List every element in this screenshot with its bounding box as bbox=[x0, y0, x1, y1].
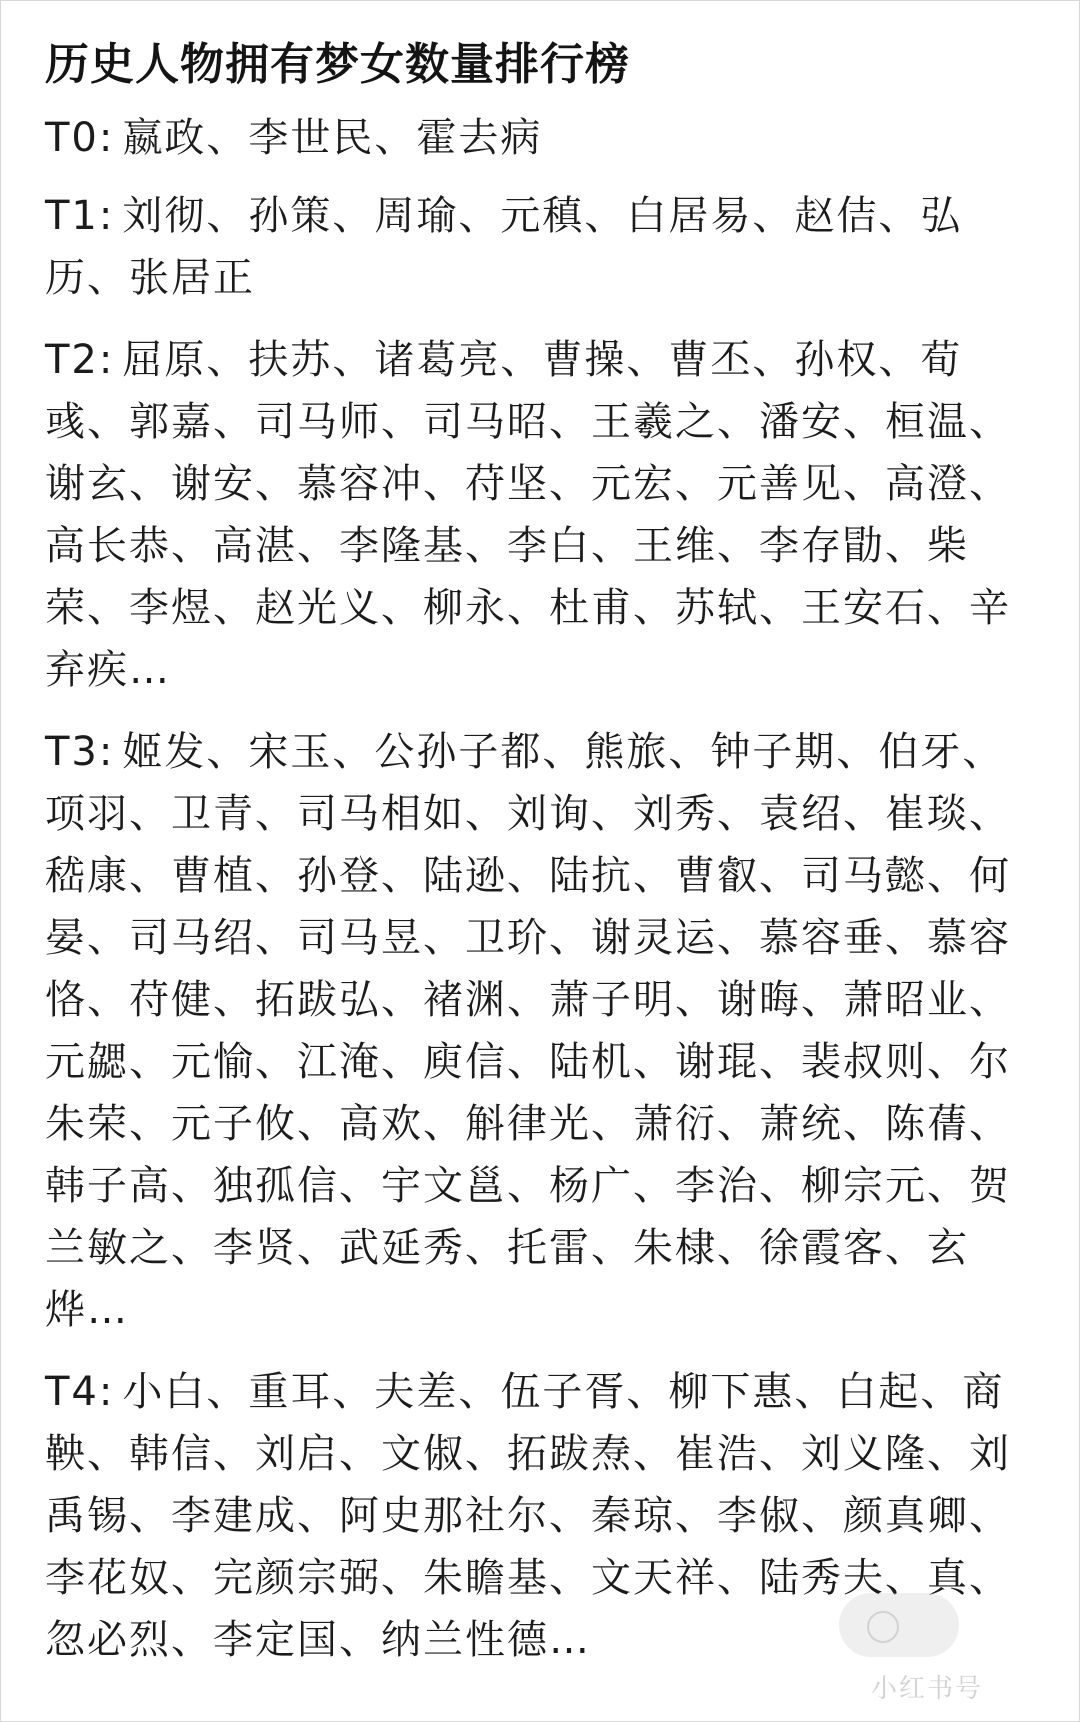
tier-label: T3 bbox=[45, 729, 99, 775]
watermark-badge-icon bbox=[839, 1593, 959, 1657]
tier-names: 嬴政、李世民、霍去病 bbox=[122, 115, 543, 161]
tier-names: 姬发、宋玉、公孙子都、熊旅、钟子期、伯牙、项羽、卫青、司马相如、刘询、刘秀、袁绍、崔琰、嵇康、曹植、孙登、陆逊、陆抗、曹叡、司马懿、何晏、司马绍、司马昱、卫玠、谢灵运、慕容垂、慕容恪、苻健、拓跋弘、褚渊、萧子明、谢晦、萧昭业、元勰、元愉、江淹、庾信、陆机、谢琨、裴叔则、尔朱荣、元子攸、高欢、斛律光、萧衍、萧统、陈蒨、韩子高、独孤信、宇文邕、杨广、李治、柳宗元、贺兰敏之、李贤、武延秀、托雷、朱棣、徐霞客、玄烨… bbox=[45, 729, 1011, 1333]
page-title: 历史人物拥有梦女数量排行榜 bbox=[45, 39, 630, 90]
tier-label: T4 bbox=[45, 1369, 99, 1415]
tier-t3 bbox=[45, 721, 1011, 1341]
tier-names: 刘彻、孙策、周瑜、元稹、白居易、赵佶、弘历、张居正 bbox=[45, 193, 963, 301]
tier-t1 bbox=[45, 185, 1011, 309]
tier-label: T2 bbox=[45, 337, 99, 383]
tier-names: 小白、重耳、夫差、伍子胥、柳下惠、白起、商鞅、韩信、刘启、文俶、拓跋焘、崔浩、刘义隆、刘禹锡、李建成、阿史那社尔、秦琼、李俶、颜真卿、李花奴、完颜宗弼、朱瞻基、文天祥、陆秀夫、真、忽必烈、李定国、纳兰性德… bbox=[45, 1369, 1011, 1663]
tier-names: 屈原、扶苏、诸葛亮、曹操、曹丕、孙权、荀彧、郭嘉、司马师、司马昭、王羲之、潘安、桓温、谢玄、谢安、慕容冲、苻坚、元宏、元善见、高澄、高长恭、高湛、李隆基、李白、王维、李存勖、柴荣、李煜、赵光义、柳永、杜甫、苏轼、王安石、辛弃疾… bbox=[45, 337, 1011, 693]
tier-t0 bbox=[45, 107, 1011, 169]
tier-label: T0 bbox=[45, 115, 99, 161]
tier-separator: : bbox=[98, 729, 115, 775]
tier-separator: : bbox=[98, 193, 115, 239]
tier-separator: : bbox=[98, 115, 115, 161]
watermark-text: 小红书号 bbox=[870, 1674, 983, 1704]
tier-separator: : bbox=[98, 337, 115, 383]
document-body bbox=[45, 37, 1011, 1691]
tier-label: T1 bbox=[45, 193, 99, 239]
tier-t2 bbox=[45, 329, 1011, 701]
tier-separator: : bbox=[98, 1369, 115, 1415]
